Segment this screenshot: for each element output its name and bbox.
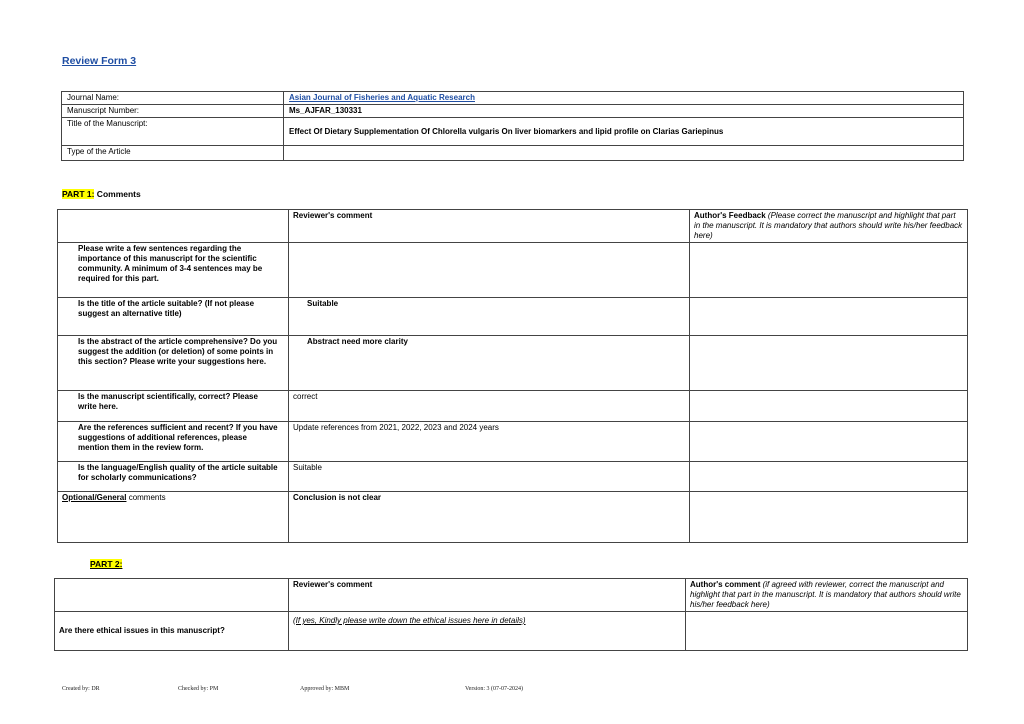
reviewer-comment-language[interactable]: Suitable: [289, 462, 690, 492]
part2-author-header-note: (if agreed with reviewer, correct the manuscript and highlight that part in the manuscript. It is mandatory that authors should write his/her feedback here): [690, 580, 961, 609]
journal-link[interactable]: Asian Journal of Fisheries and Aquatic Research: [289, 93, 475, 102]
footer-checked-by: Checked by: PM: [178, 686, 219, 692]
manuscript-number-value: Ms_AJFAR_130331: [284, 105, 964, 118]
author-feedback-references[interactable]: [690, 422, 968, 462]
question-language: Is the language/English quality of the article suitable for scholarly communications?: [58, 462, 289, 492]
table-row: [58, 422, 968, 462]
footer-approved-by: Approved by: MBM: [300, 686, 350, 692]
part2-heading-highlight: PART 2:: [90, 559, 123, 569]
author-feedback-importance[interactable]: [690, 243, 968, 298]
author-feedback-header-bold: Author's Feedback: [694, 211, 766, 220]
part1-comments-table: [57, 209, 968, 543]
title-value: Effect Of Dietary Supplementation Of Chlorella vulgaris On liver biomarkers and lipid profile on Clarias Gariepinus: [284, 118, 964, 146]
table-row: [58, 336, 968, 391]
reviewer-comment-optional[interactable]: Conclusion is not clear: [289, 492, 690, 543]
type-label: Type of the Article: [62, 146, 284, 161]
type-value[interactable]: [284, 146, 964, 161]
table-row: [58, 492, 968, 543]
part1-heading: [62, 189, 141, 200]
title-label: Title of the Manuscript:: [62, 118, 284, 146]
part2-reviewer-header: Reviewer's comment: [289, 579, 686, 612]
part2-author-header-bold: Author's comment: [690, 580, 761, 589]
part2-header-row: [55, 579, 968, 612]
author-feedback-language[interactable]: [690, 462, 968, 492]
part2-ethics-table: [54, 578, 968, 651]
author-feedback-header-note: (Please correct the manuscript and highlight that part in the manuscript. It is mandatory that authors should write his/her feedback here): [694, 211, 963, 240]
author-feedback-title[interactable]: [690, 298, 968, 336]
reviewer-comment-header: Reviewer's comment: [289, 210, 690, 243]
part1-header-row: [58, 210, 968, 243]
part2-author-header: [686, 579, 968, 612]
footer-created-by: Created by: DR: [62, 686, 100, 692]
question-references: Are the references sufficient and recent? If you have suggestions of additional references, please mention them in the review form.: [58, 422, 289, 462]
author-feedback-header: [690, 210, 968, 243]
manuscript-number-row: [62, 105, 964, 118]
reviewer-comment-title[interactable]: Suitable: [289, 298, 690, 336]
author-feedback-optional[interactable]: [690, 492, 968, 543]
question-abstract: Is the abstract of the article comprehensive? Do you suggest the addition (or deletion) of some points in this section? Please write your suggestions here.: [58, 336, 289, 391]
ethics-question: Are there ethical issues in this manuscript?: [55, 612, 289, 651]
optional-general-label-u: Optional/General: [62, 493, 127, 502]
title-row: [62, 118, 964, 146]
table-row: [58, 462, 968, 492]
form-title: Review Form 3: [62, 55, 137, 67]
part1-heading-highlight: PART 1:: [62, 189, 95, 199]
journal-row: [62, 92, 964, 105]
reviewer-comment-abstract[interactable]: Abstract need more clarity: [289, 336, 690, 391]
type-row: [62, 146, 964, 161]
footer-version: Version: 3 (07-07-2024): [465, 686, 523, 692]
optional-general-label: [58, 492, 289, 543]
journal-label: Journal Name:: [62, 92, 284, 105]
optional-general-label-rest: comments: [126, 493, 166, 502]
manuscript-info-table: [61, 91, 964, 161]
author-feedback-abstract[interactable]: [690, 336, 968, 391]
author-feedback-scientific[interactable]: [690, 391, 968, 422]
question-title: Is the title of the article suitable? (If not please suggest an alternative title): [58, 298, 289, 336]
table-row: [58, 391, 968, 422]
part1-heading-rest: Comments: [94, 189, 141, 199]
table-row: [55, 612, 968, 651]
reviewer-comment-scientific[interactable]: correct: [289, 391, 690, 422]
reviewer-comment-references[interactable]: Update references from 2021, 2022, 2023 and 2024 years: [289, 422, 690, 462]
question-scientific: Is the manuscript scientifically, correct? Please write here.: [58, 391, 289, 422]
manuscript-number-label: Manuscript Number:: [62, 105, 284, 118]
table-row: [58, 298, 968, 336]
ethics-author-comment[interactable]: [686, 612, 968, 651]
ethics-instruction[interactable]: (If yes, Kindly please write down the ethical issues here in details): [289, 612, 686, 651]
reviewer-comment-importance[interactable]: [289, 243, 690, 298]
question-importance: Please write a few sentences regarding the importance of this manuscript for the scientific community. A minimum of 3-4 sentences may be required for this part.: [58, 243, 289, 298]
table-row: [58, 243, 968, 298]
part2-heading: [90, 559, 122, 570]
